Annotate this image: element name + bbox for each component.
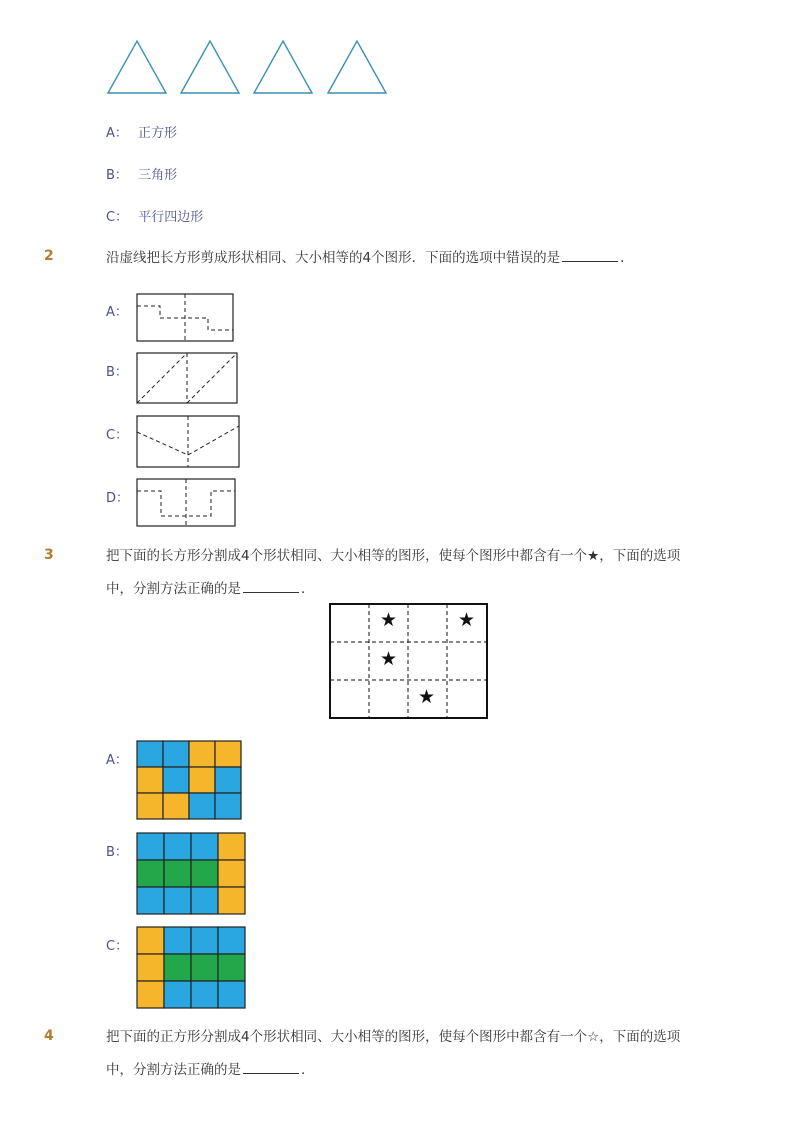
q2-option-b-label[interactable]: B：: [106, 365, 128, 380]
question-text-end: ．: [301, 1062, 315, 1078]
option-text: 三角形: [138, 168, 178, 183]
q2-option-b-figure[interactable]: [136, 352, 238, 405]
option-letter: C：: [106, 210, 129, 225]
question-text-main: 沿虚线把长方形剪成形状相同、大小相等的4个图形．下面的选项中错误的是: [106, 250, 561, 266]
option-text: 正方形: [138, 126, 178, 141]
q1-option-a[interactable]: [106, 122, 177, 141]
q3-option-c-label[interactable]: C：: [106, 939, 129, 954]
question-number: 4: [44, 1028, 54, 1044]
q3-option-c-figure[interactable]: [136, 926, 246, 1012]
option-text: 平行四边形: [138, 210, 204, 225]
q2-option-d-label[interactable]: D：: [106, 491, 130, 506]
q2-option-c-label[interactable]: C：: [106, 428, 129, 443]
question-text-line2: [106, 578, 315, 599]
q2-option-c-figure[interactable]: [136, 415, 240, 469]
question-text-line1: 把下面的长方形分割成4个形状相同、大小相等的图形，使每个图形中都含有一个★，下面的选项: [106, 548, 681, 564]
q2-option-a-label[interactable]: A：: [106, 305, 128, 320]
star-icon: ★: [418, 686, 436, 708]
question-text-line1: 把下面的正方形分割成4个形状相同、大小相等的图形，使每个图形中都含有一个☆，下面的选项: [106, 1029, 681, 1045]
option-letter: A：: [106, 126, 128, 141]
q1-option-b[interactable]: [106, 164, 177, 183]
q3-option-a-figure[interactable]: [136, 740, 244, 822]
triangles-figure: [100, 36, 400, 98]
option-letter: B：: [106, 168, 128, 183]
question-number: 2: [44, 248, 54, 264]
answer-blank[interactable]: [243, 578, 299, 593]
q3-option-a-label[interactable]: A：: [106, 753, 128, 768]
star-grid-figure: [329, 603, 489, 720]
question-text-line2: [106, 1059, 315, 1080]
question-number: 3: [44, 547, 54, 563]
answer-blank[interactable]: [243, 1059, 299, 1074]
q2-option-a-figure[interactable]: [136, 293, 234, 343]
q3-option-b-figure[interactable]: [136, 832, 248, 918]
q2-option-d-figure[interactable]: [136, 478, 236, 528]
q1-option-c[interactable]: [106, 206, 203, 225]
question-text-end: ．: [301, 581, 315, 597]
question-text-main: 中，分割方法正确的是: [106, 1062, 241, 1078]
star-icon: ★: [380, 648, 398, 670]
question-text-end: ．: [620, 250, 634, 266]
question-text: [106, 247, 634, 268]
star-icon: ★: [380, 609, 398, 631]
q3-option-b-label[interactable]: B：: [106, 845, 128, 860]
answer-blank[interactable]: [562, 247, 618, 262]
star-icon: ★: [458, 609, 476, 631]
question-text-main: 中，分割方法正确的是: [106, 581, 241, 597]
